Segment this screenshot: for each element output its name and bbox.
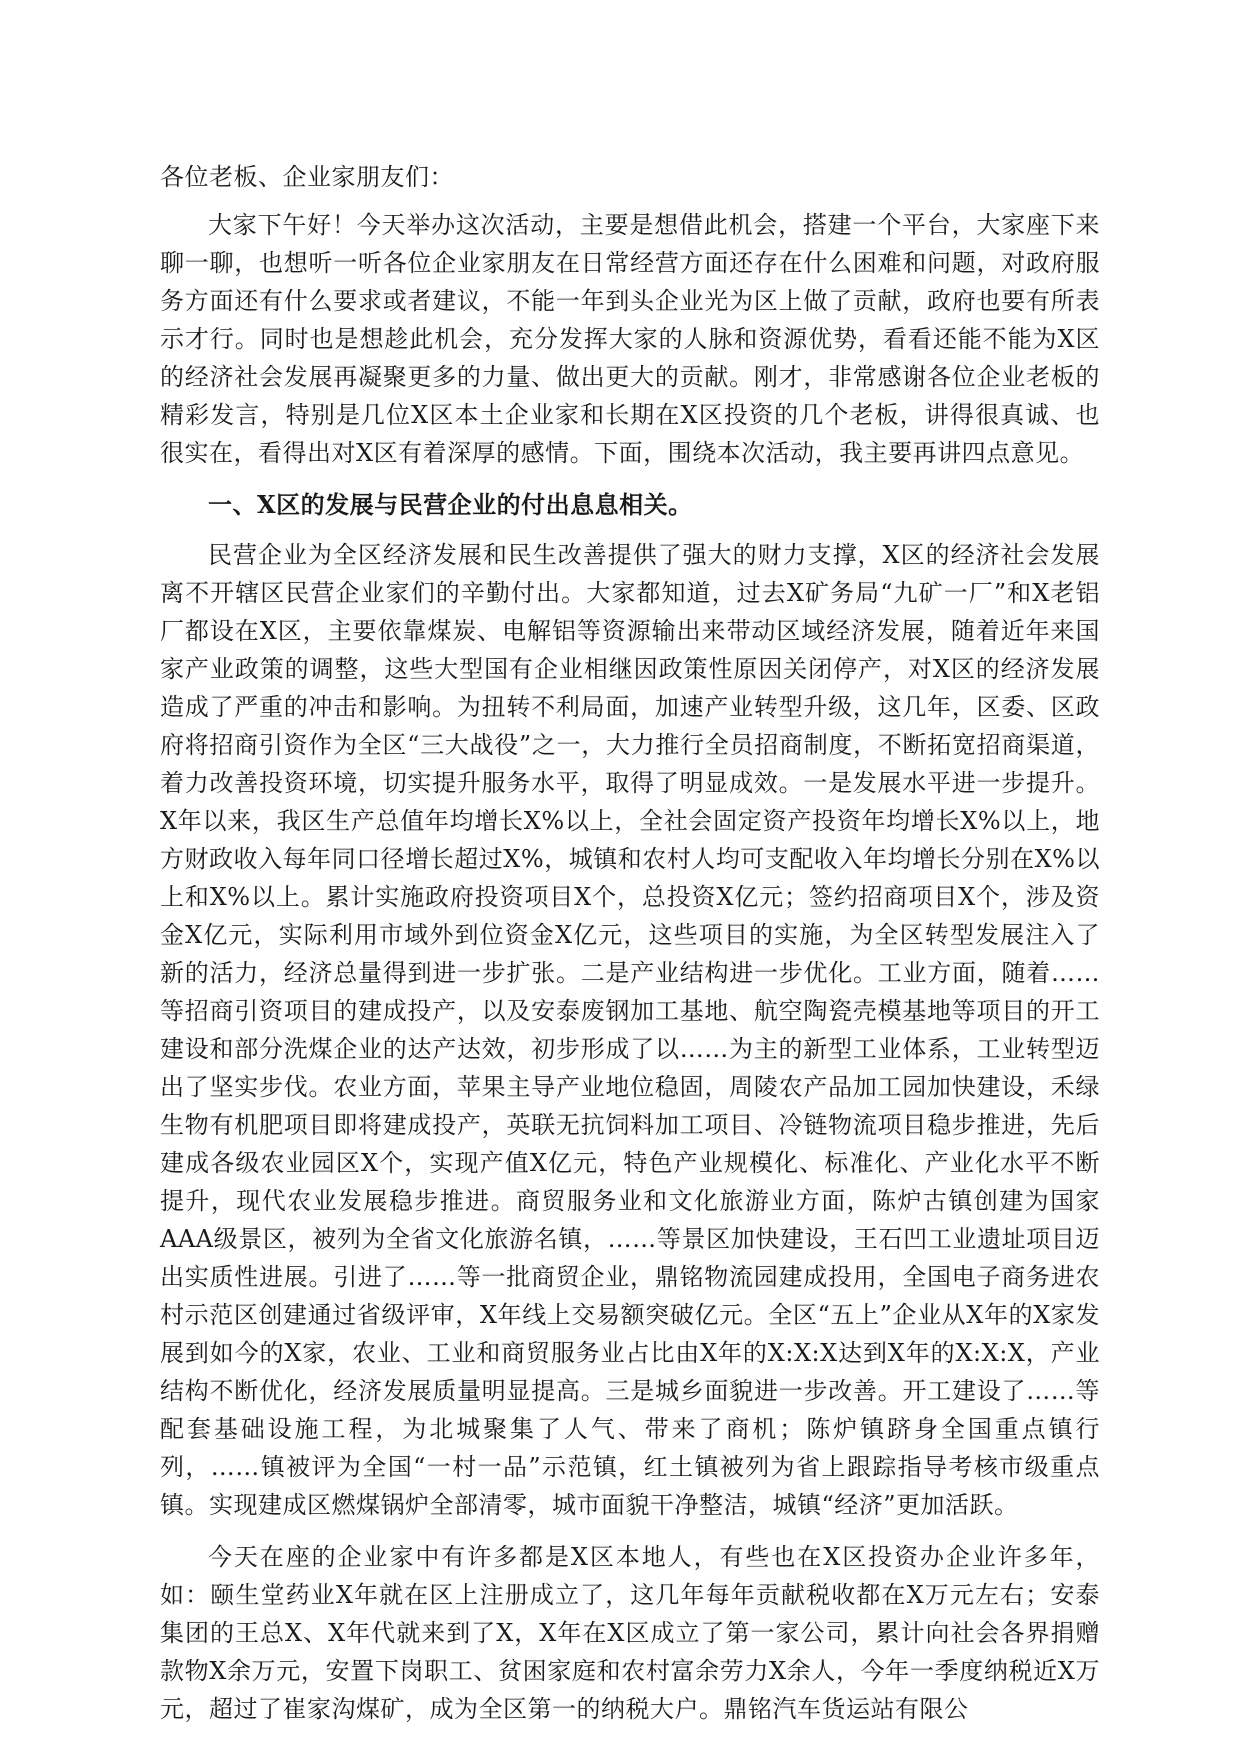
section-paragraph-continued: 今天在座的企业家中有许多都是X区本地人，有些也在X区投资办企业许多年，如：颐生堂药业X年就在区上注册成立了，这几年每年贡献税收都在X万元左右；安泰集团的王总X、X年代就来到了X，X年在X区成立了第一家公司，累计向社会各界捐赠款物X余万元，安置下岗职工、贫困家庭和农村富余劳力X余人，今年一季度纳税近X万元，超过了崔家沟煤矿，成为全区第一的纳税大户。鼎铭汽车货运站有限公 xyxy=(160,1543,1100,1723)
section-paragraph: 民营企业为全区经济发展和民生改善提供了强大的财力支撑，X区的经济社会发展离不开辖区民营企业家们的辛勤付出。大家都知道，过去X矿务局“九矿一厂”和X老铝厂都设在X区，主要依靠煤炭、电解铝等资源输出来带动区域经济发展，随着近年来国家产业政策的调整，这些大型国有企业相继因政策性原因关闭停产，对X区的经济发展造成了严重的冲击和影响。为扭转不利局面，加速产业转型升级，这几年，区委、区政府将招商引资作为全区“三大战役”之一，大力推行全员招商制度，不断拓宽招商渠道，着力改善投资环境，切实提升服务水平，取得了明显成效。一是发展水平进一步提升。X年以来，我区生产总值年均增长X%以上，全社会固定资产投资年均增长X%以上，地方财政收入每年同口径增长超过X%，城镇和农村人均可支配收入年均增长分别在X%以上和X%以上。累计实施政府投资项目X个，总投资X亿元；签约招商项目X个，涉及资金X亿元，实际利用市域外到位资金X亿元，这些项目的实施，为全区转型发展注入了新的活力，经济总量得到进一步扩张。二是产业结构进一步优化。工业方面，随着……等招商引资项目的建成投产，以及安泰废钢加工基地、航空陶瓷壳模基地等项目的开工建设和部分洗煤企业的达产达效，初步形成了以……为主的新型工业体系，工业转型迈出了坚实步伐。农业方面，苹果主导产业地位稳固，周陵农产品加工园加快建设，禾绿生物有机肥项目即将建成投产，英联无抗饲料加工项目、冷链物流项目稳步推进，先后建成各级农业园区X个，实现产值X亿元，特色产业规模化、标准化、产业化水平不断提升，现代农业发展稳步推进。商贸服务业和文化旅游业方面，陈炉古镇创建为国家AAA级景区，被列为全省文化旅游名镇，……等景区加快建设，王石凹工业遗址项目迈出实质性进展。引进了……等一批商贸企业，鼎铭物流园建成投用，全国电子商务进农村示范区创建通过省级评审，X年线上交易额突破亿元。全区“五上”企业从X年的X家发展到如今的X家，农业、工业和商贸服务业占比由X年的X:X:X达到X年的X:X:X，产业结构不断优化，经济发展质量明显提高。三是城乡面貌进一步改善。开工建设了……等配套基础设施工程，为北城聚集了人气、带来了商机；陈炉镇跻身全国重点镇行列，……镇被评为全国“一村一品”示范镇，红土镇被列为省上跟踪指导考核市级重点镇。实现建成区燃煤锅炉全部清零，城市面貌干净整洁，城镇“经济”更加活跃。 xyxy=(160,541,1100,1519)
document-body xyxy=(160,158,1100,1728)
salutation: 各位老板、企业家朋友们： xyxy=(160,163,454,191)
intro-paragraph: 大家下午好！今天举办这次活动，主要是想借此机会，搭建一个平台，大家座下来聊一聊，也想听一听各位企业家朋友在日常经营方面还存在什么困难和问题，对政府服务方面还有什么要求或者建议，不能一年到头企业光为区上做了贡献，政府也要有所表示才行。同时也是想趁此机会，充分发挥大家的人脉和资源优势，看看还能不能为X区的经济社会发展再凝聚更多的力量、做出更大的贡献。刚才，非常感谢各位企业老板的精彩发言，特别是几位X区本土企业家和长期在X区投资的几个老板，讲得很真诚、也很实在，看得出对X区有着深厚的感情。下面，围绕本次活动，我主要再讲四点意见。 xyxy=(160,211,1100,467)
section-heading: 一、X区的发展与民营企业的付出息息相关。 xyxy=(208,490,693,519)
